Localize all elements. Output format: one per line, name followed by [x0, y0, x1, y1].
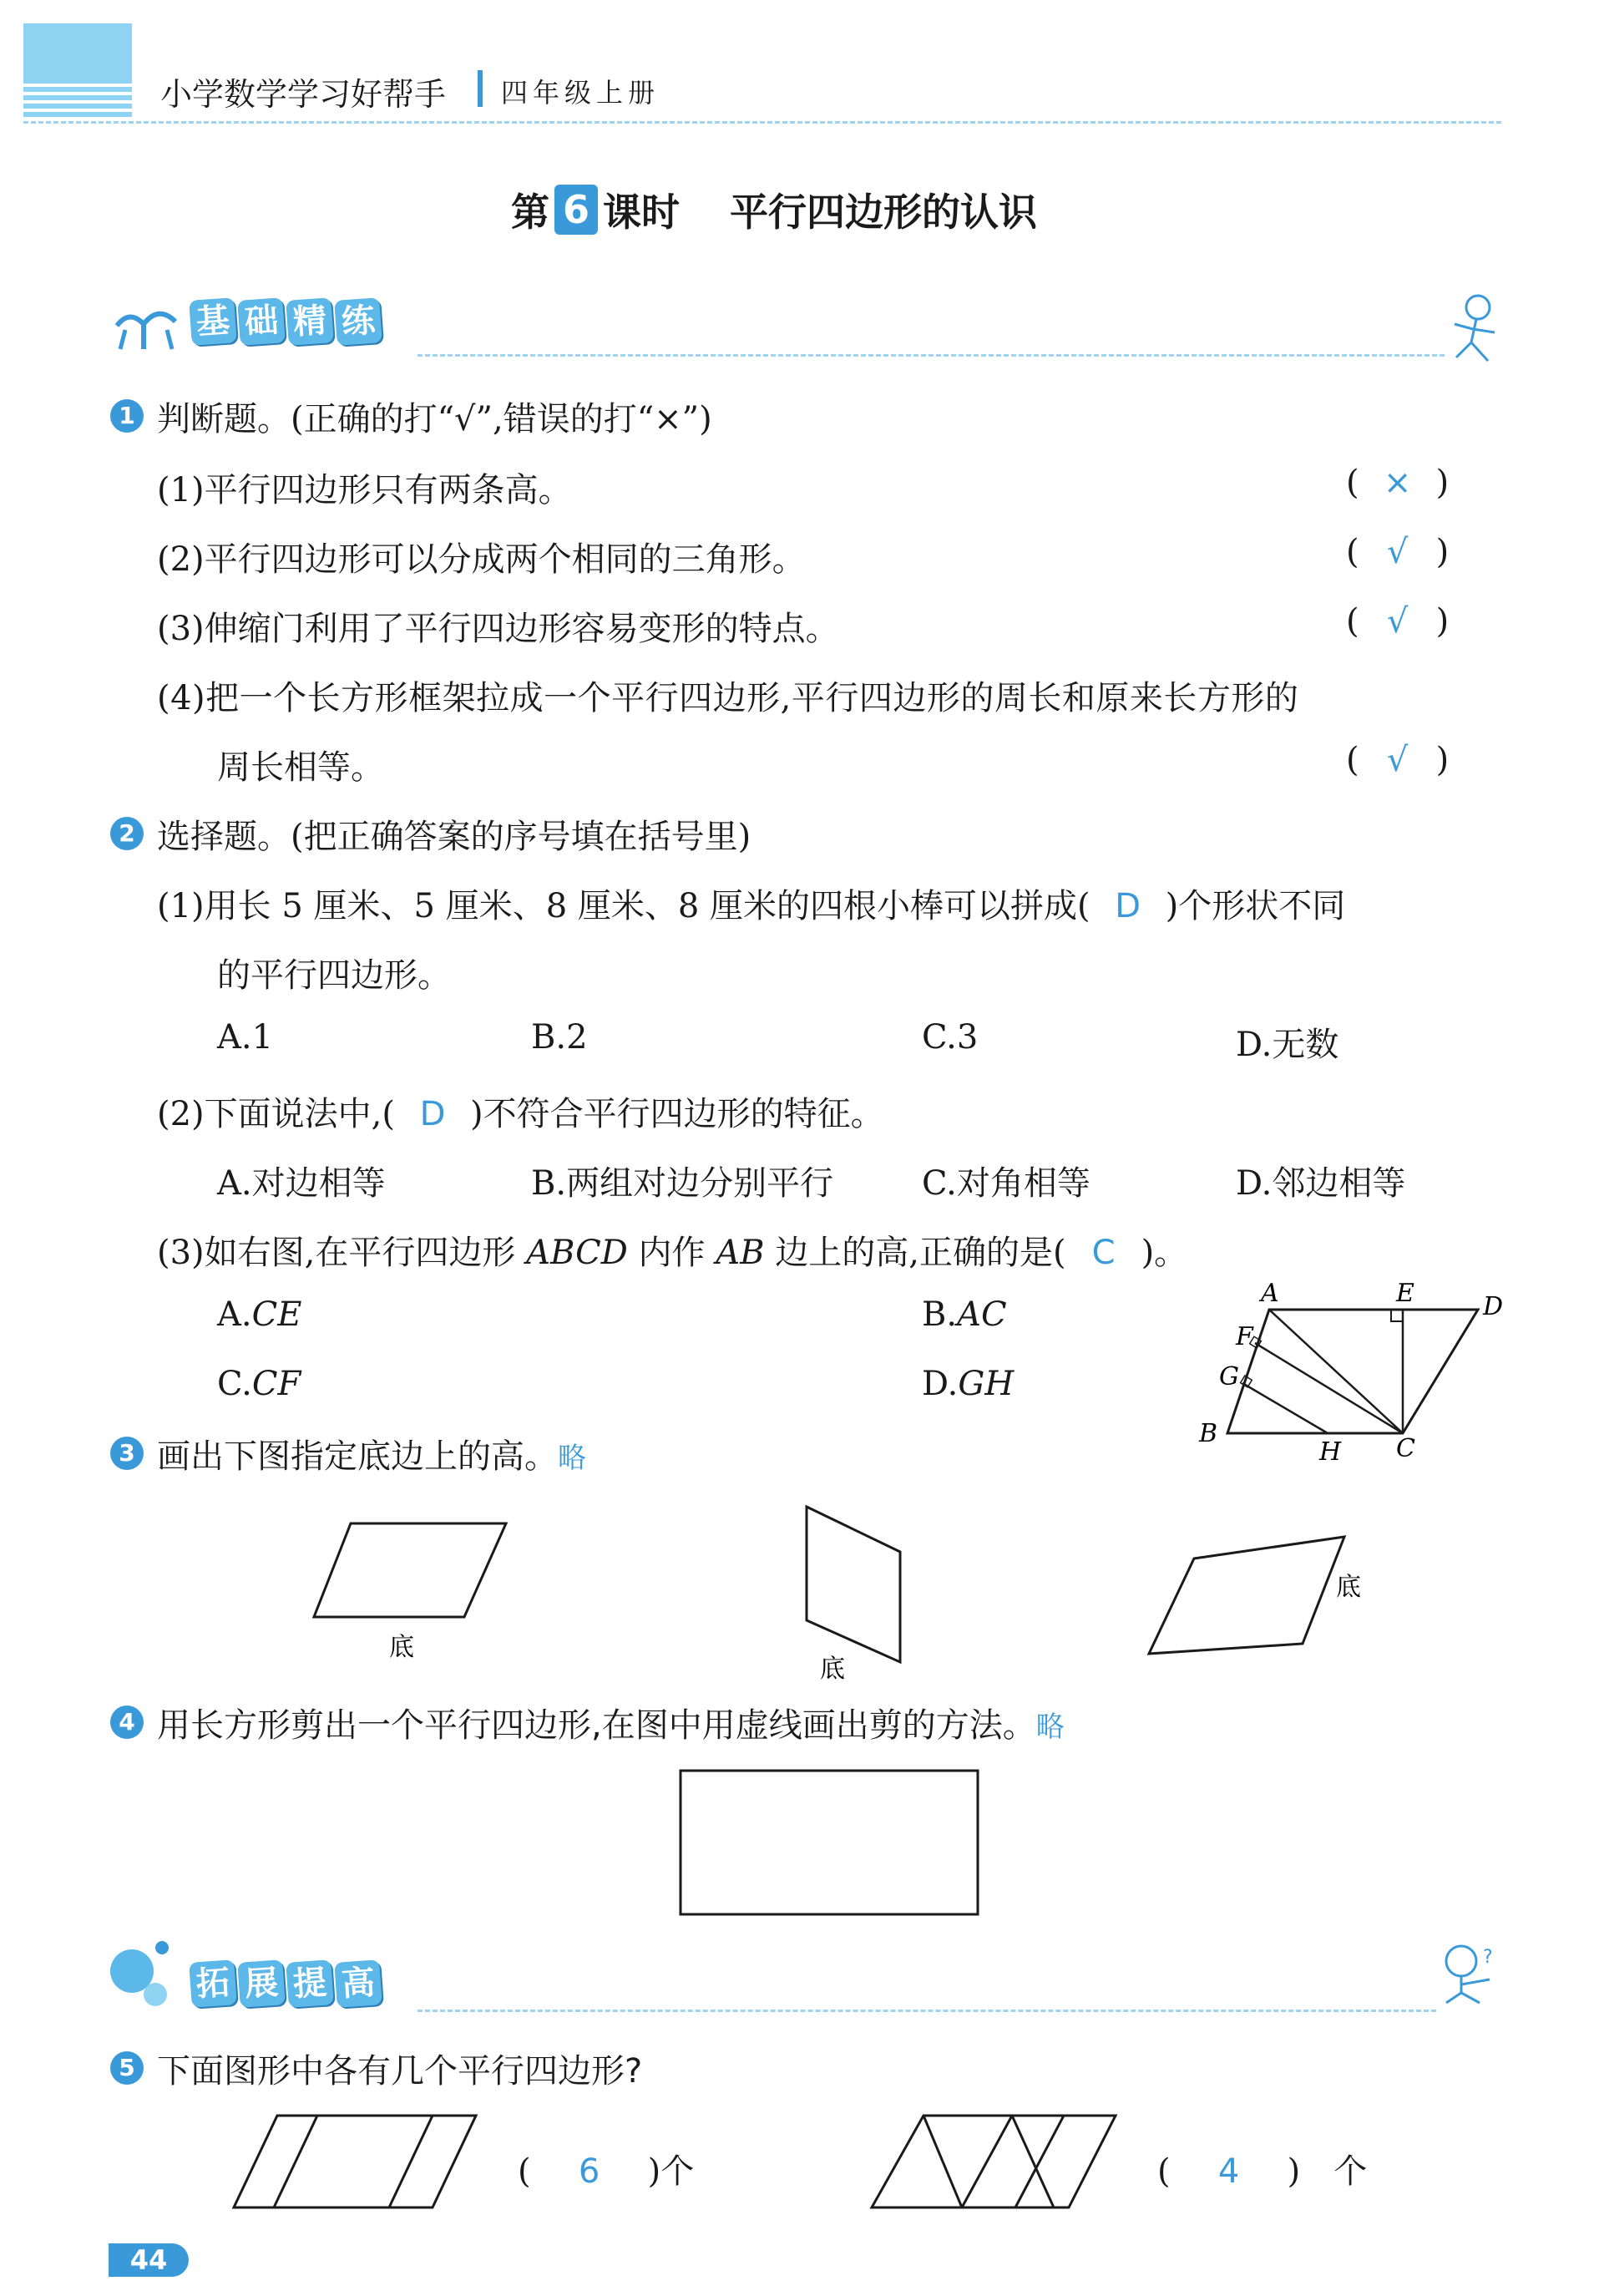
lesson-suffix: 课时: [603, 190, 680, 235]
q2-s3-text-after: )。: [1141, 1234, 1188, 1272]
q5-answer-1: [518, 2145, 694, 2192]
vertex-label-a: A: [1261, 1279, 1279, 1308]
option-value: AC: [957, 1295, 1007, 1334]
q2-heading: [157, 810, 751, 858]
q4-heading: [157, 1699, 1065, 1746]
q2-s1-answer: D: [1115, 887, 1141, 925]
banner-chip: 础: [237, 297, 286, 346]
section-banner-basic: [190, 299, 384, 344]
q2-s1: [157, 879, 1345, 927]
q2-s3-side: AB: [716, 1234, 765, 1272]
q1-item-2: (2)平行四边形可以分成两个相同的三角形。: [157, 540, 806, 579]
q1-item-1: (1)平行四边形只有两条高。: [157, 471, 572, 509]
q2-s3-answer: C: [1091, 1234, 1116, 1272]
header-divider: [478, 70, 483, 107]
paren-close: ): [1287, 2152, 1301, 2191]
q2-s2-option-b: B.两组对边分别平行: [531, 1164, 834, 1203]
book-title: 小学数学学习好帮手: [160, 76, 447, 113]
q5-answer-2-value: 4: [1217, 2152, 1240, 2191]
vertex-label-c: C: [1396, 1434, 1415, 1463]
option-value: CE: [251, 1295, 302, 1334]
q3-parallelogram-1: [301, 1512, 518, 1662]
q2-s1-cont: 的平行四边形。: [217, 956, 451, 995]
question-number-2: 2: [110, 817, 144, 850]
paren-close: )个: [647, 2152, 695, 2191]
q1-answer-3: ( √ ): [1346, 602, 1450, 641]
point-label-f: F: [1236, 1322, 1253, 1351]
header-stripe: [23, 92, 132, 95]
q3-heading: [157, 1430, 586, 1477]
option-value: GH: [958, 1365, 1015, 1403]
banner-chip: 拓: [189, 1959, 237, 2008]
q2-s2-text-after: )不符合平行四边形的特征。: [469, 1095, 884, 1133]
banner-chip: 精: [286, 297, 334, 346]
q2-title: 选择题。: [157, 818, 291, 856]
answer-mark: ×: [1383, 464, 1412, 502]
option-letter: B.: [922, 1295, 958, 1334]
header-dashed-line: [23, 121, 1501, 124]
q1-item-4-cont: 周长相等。: [217, 748, 384, 787]
section-dashed-line: [417, 2010, 1436, 2012]
q1-answer-1: ( × ): [1346, 464, 1450, 502]
question-number-3: 3: [110, 1437, 144, 1470]
q4-rectangle: [676, 1766, 985, 1921]
q3-parallelogram-2: [793, 1495, 935, 1687]
banner-chip: 基: [189, 297, 237, 346]
q1-instruction: (正确的打“√”,错误的打“×”): [291, 400, 712, 438]
question-number-5: 5: [110, 2051, 144, 2085]
question-number-1: 1: [110, 399, 144, 433]
q1-item-4: (4)把一个长方形框架拉成一个平行四边形,平行四边形的周长和原来长方形的: [157, 679, 1299, 717]
q2-s1-text-after: )个形状不同: [1165, 887, 1346, 925]
q2-s1-option-b: B.2: [531, 1018, 588, 1057]
q2-s1-text: (1)用长 5 厘米、5 厘米、8 厘米、8 厘米的四根小棒可以拼成(: [157, 887, 1090, 925]
lesson-name: 平行四边形的认识: [730, 190, 1037, 235]
banner-chip: 练: [334, 297, 382, 346]
q2-s1-option-d: D.无数: [1236, 1026, 1339, 1064]
bubbles-icon: [107, 1936, 174, 2011]
banner-chip: 提: [286, 1959, 334, 2008]
q2-s2: [157, 1087, 884, 1135]
point-label-h: H: [1319, 1437, 1342, 1467]
q2-s3-option-c: [217, 1365, 301, 1403]
thinking-kid-icon: [1431, 1938, 1506, 2005]
sprout-icon: [109, 292, 184, 351]
unit-label: 个: [1333, 2152, 1368, 2191]
parallelogram-abcd-figure: [1177, 1278, 1511, 1470]
header-stripe: [23, 100, 132, 104]
banner-chip: 展: [237, 1959, 286, 2008]
paren-open: (: [518, 2152, 531, 2191]
q2-s1-option-a: A.1: [217, 1018, 274, 1057]
q1-item-3: (3)伸缩门利用了平行四边形容易变形的特点。: [157, 610, 839, 648]
q2-s3: [157, 1226, 1187, 1274]
grade-label: 四年级上册: [501, 77, 660, 109]
option-value: CF: [251, 1365, 301, 1403]
q1-answer-2: ( √ ): [1346, 533, 1450, 571]
lesson-number-badge: 6: [554, 185, 598, 235]
q2-s2-answer: D: [419, 1095, 446, 1133]
lesson-title: [511, 182, 1037, 237]
base-label: 底: [1336, 1573, 1361, 1602]
q4-answer: 略: [1035, 1711, 1065, 1744]
q2-s3-text-mid2: 边上的高,正确的是(: [764, 1234, 1066, 1272]
q2-s3-text-mid: 内作: [627, 1234, 716, 1272]
q5-answer-1-value: 6: [578, 2152, 600, 2191]
answer-mark: √: [1386, 602, 1409, 641]
q2-s3-option-a: [217, 1295, 301, 1334]
q1-title: 判断题。: [157, 400, 291, 438]
answer-mark: √: [1386, 533, 1409, 571]
question-number-4: 4: [110, 1706, 144, 1739]
option-letter: A.: [217, 1295, 252, 1334]
paren-open: (: [1157, 2152, 1171, 2191]
q2-s2-text: (2)下面说法中,(: [157, 1095, 395, 1133]
base-label: 底: [389, 1633, 414, 1662]
point-label-g: G: [1219, 1362, 1239, 1391]
q2-s3-option-d: [922, 1365, 1014, 1403]
banner-chip: 高: [334, 1959, 382, 2008]
page-number: 44: [109, 2243, 189, 2277]
q2-s2-option-d: D.邻边相等: [1236, 1164, 1406, 1203]
q1-heading: [157, 393, 712, 440]
vertex-label-b: B: [1199, 1419, 1218, 1448]
q4-text: 用长方形剪出一个平行四边形,在图中用虚线画出剪的方法。: [157, 1706, 1036, 1745]
q3-answer: 略: [558, 1442, 586, 1475]
q5-text: 下面图形中各有几个平行四边形?: [157, 2052, 643, 2091]
q5-heading: [157, 2045, 642, 2092]
option-letter: D.: [922, 1365, 959, 1403]
q3-text: 画出下图指定底边上的高。: [157, 1437, 558, 1476]
q2-s3-text: (3)如右图,在平行四边形: [157, 1234, 527, 1272]
section-banner-advanced: [190, 1961, 384, 2006]
q5-figure-1: [225, 2109, 484, 2217]
section-dashed-line: [417, 354, 1445, 357]
base-label: 底: [820, 1655, 845, 1684]
q2-s2-option-a: A.对边相等: [217, 1164, 386, 1203]
q1-answer-4: ( √ ): [1346, 741, 1450, 779]
q2-s3-shape: ABCD: [526, 1234, 628, 1272]
running-kid-icon: [1445, 292, 1503, 367]
option-letter: C.: [217, 1365, 252, 1403]
lesson-prefix: 第: [511, 190, 549, 235]
header-stripe: [23, 109, 132, 112]
q2-s2-option-c: C.对角相等: [922, 1164, 1090, 1203]
point-label-e: E: [1396, 1279, 1414, 1308]
q2-s1-option-c: C.3: [922, 1018, 979, 1057]
q2-instruction: (把正确答案的序号填在括号里): [291, 818, 751, 856]
vertex-label-d: D: [1483, 1292, 1504, 1321]
header-stripe: [23, 84, 132, 87]
q2-s3-option-b: [922, 1295, 1007, 1334]
q3-parallelogram-3: [1136, 1528, 1394, 1679]
q5-figure-2: [865, 2109, 1124, 2217]
answer-mark: √: [1386, 741, 1409, 779]
svg-text:?: ?: [1483, 1947, 1493, 1968]
q5-answer-2: [1157, 2145, 1367, 2192]
